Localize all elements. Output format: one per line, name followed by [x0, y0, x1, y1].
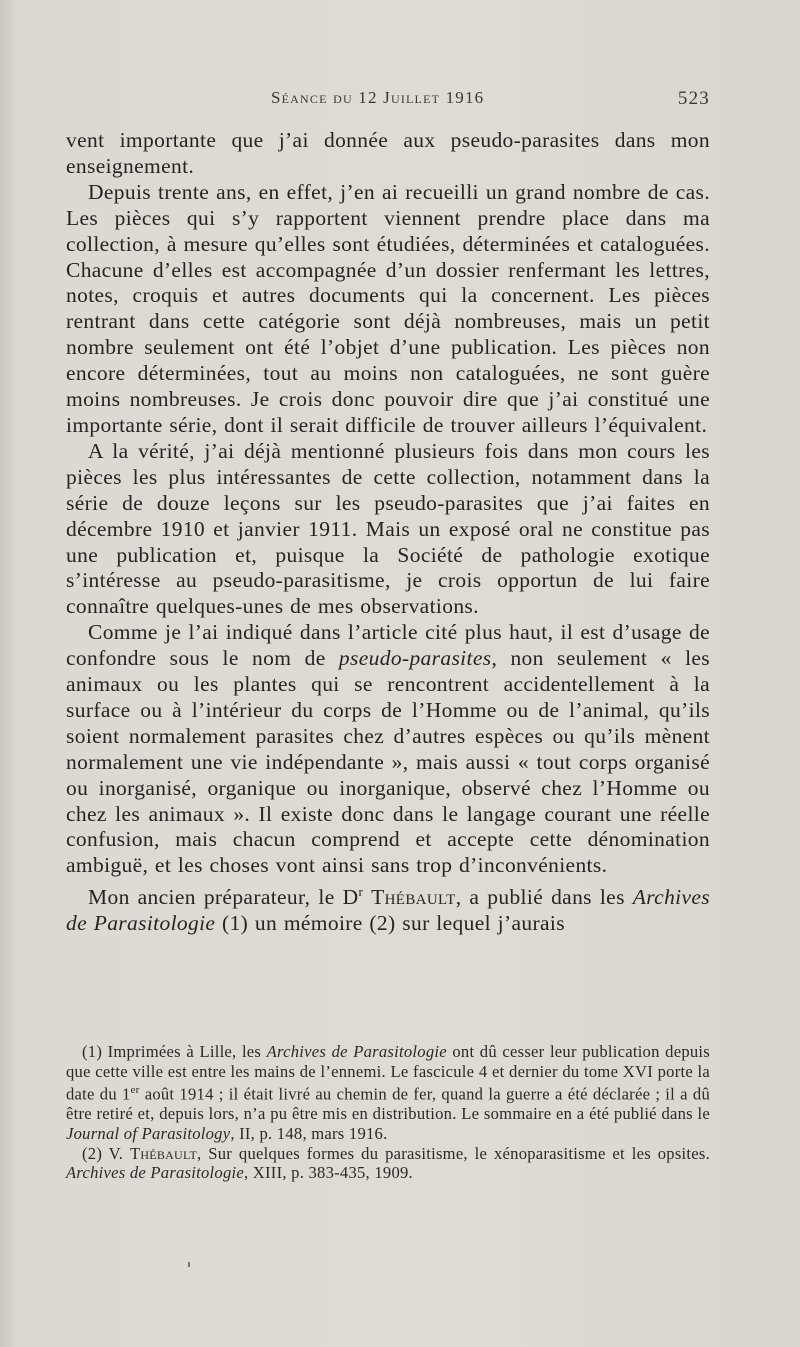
journal-title: Archives de Parasitologie [66, 885, 711, 936]
footnote-1 [66, 1042, 710, 1144]
paragraph-text: Depuis trente ans, en effet, j’en ai recueilli un grand nombre de cas. Les pièces qui s’y rapportent viennent prendre place dans ma collection, à mesure qu’elles sont étudiées, déterminées et cataloguées. Chacune d’elles est accompagnée d’un dossier renfermant les lettres, notes, croquis et autres documents qui la concernent. Les pièces rentrant dans cette catégorie sont déjà nombreuses, mais un petit nombre seulement ont été l’objet d’une publication. Les pièces non encore déterminées, tout au moins non cataloguées, ne sont guère moins nombreuses. Je crois donc pouvoir dire que j’ai constitué une importante série, dont il serait difficile de trouver ailleurs l’équivalent. [66, 179, 710, 437]
paragraph-text: Mon ancien préparateur, le D [88, 885, 359, 910]
footnote-text: , II, p. 148, mars 1916. [230, 1123, 388, 1143]
paragraph-collection [66, 180, 710, 439]
paragraph-text: A la vérité, j’ai déjà mentionné plusieurs fois dans mon cours les pièces les plus intéressantes de cette collection, notamment dans la série de douze leçons sur les pseudo-parasites que j’ai faites en décembre 1910 et janvier 1911. Mais un exposé oral ne constitue pas une publication et, puisque la Société de pathologie exotique s’intéresse au pseudo-parasitisme, je crois opportun de lui faire connaître quelques-unes de mes observations. [66, 438, 710, 619]
page-number: 523 [677, 88, 710, 109]
footnotes [66, 1042, 710, 1183]
footnote-text: ont dû cesser leur publication depuis que cette ville est entre les mains de l’ennemi. Le fascicule 4 et dernier du tome XVI porte la date du 1 [66, 1042, 710, 1104]
journal-title: Journal of Parasitology [66, 1123, 231, 1143]
footnote-marker: (1) [82, 1042, 103, 1061]
italic-term: pseudo-parasites [338, 646, 492, 671]
running-title: Séance du 12 Juillet 1916 [271, 88, 485, 107]
footnote-marker: (2) [82, 1143, 103, 1163]
superscript: r [358, 884, 364, 900]
paragraph-lectures [66, 439, 710, 620]
footnote-text: , XIII, p. 383-435, 1909. [244, 1163, 413, 1183]
paragraph-text: (1) un mémoire (2) sur lequel j’aurais [215, 911, 565, 936]
footnote-text: Imprimées à Lille, les [107, 1042, 267, 1061]
footnote-text: , Sur quelques formes du parasitisme, le xénoparasitisme et les opsites. [197, 1143, 710, 1163]
paragraph-text: vent importante que j’ai donnée aux pseudo-parasites dans mon enseignement. [66, 128, 710, 178]
footnote-text: août 1914 ; il était livré au chemin de fer, quand la guerre a été déclarée ; il a dû être retiré et, depuis lors, n’a pu être mis en distribution. Le sommaire en a été publié dans le [66, 1084, 711, 1124]
author-name: Thébault [371, 885, 456, 910]
paragraph-thebault [66, 879, 710, 937]
paragraph-definition [66, 620, 710, 879]
journal-title: Archives de Parasitologie [266, 1042, 447, 1061]
journal-title: Archives de Parasitologie [66, 1163, 244, 1183]
body-text [66, 128, 710, 937]
paragraph-text: , a publié dans les [455, 885, 633, 910]
footnote-2 [66, 1144, 710, 1183]
footnote-text: V. [108, 1143, 130, 1163]
page-header [66, 88, 710, 112]
superscript: er [130, 1084, 140, 1097]
author-name: Thébault [130, 1143, 198, 1163]
paragraph-text: Comme je l’ai indiqué dans l’article cité plus haut, il est d’usage de confondre sous le nom de [66, 620, 710, 671]
paragraph-text: , non seulement « les animaux ou les plantes qui se rencontrent accidentellement à la surface ou à l’intérieur du corps de l’Homme ou de l’animal, qu’ils soient normalement parasites chez d’autres espèces ou qu’ils mènent normalement une vie indépendante », mais aussi « tout corps organisé ou inorganisé, organique ou inorganique, observé chez l’Homme ou chez les animaux ». Il existe donc dans le langage courant une réelle confusion, mais chacun comprend et accepte cette dénomination ambiguë, et les choses vont ainsi sans trop d’inconvénients. [66, 646, 711, 878]
paragraph-continuation [66, 128, 710, 180]
ink-speck [188, 1262, 190, 1267]
